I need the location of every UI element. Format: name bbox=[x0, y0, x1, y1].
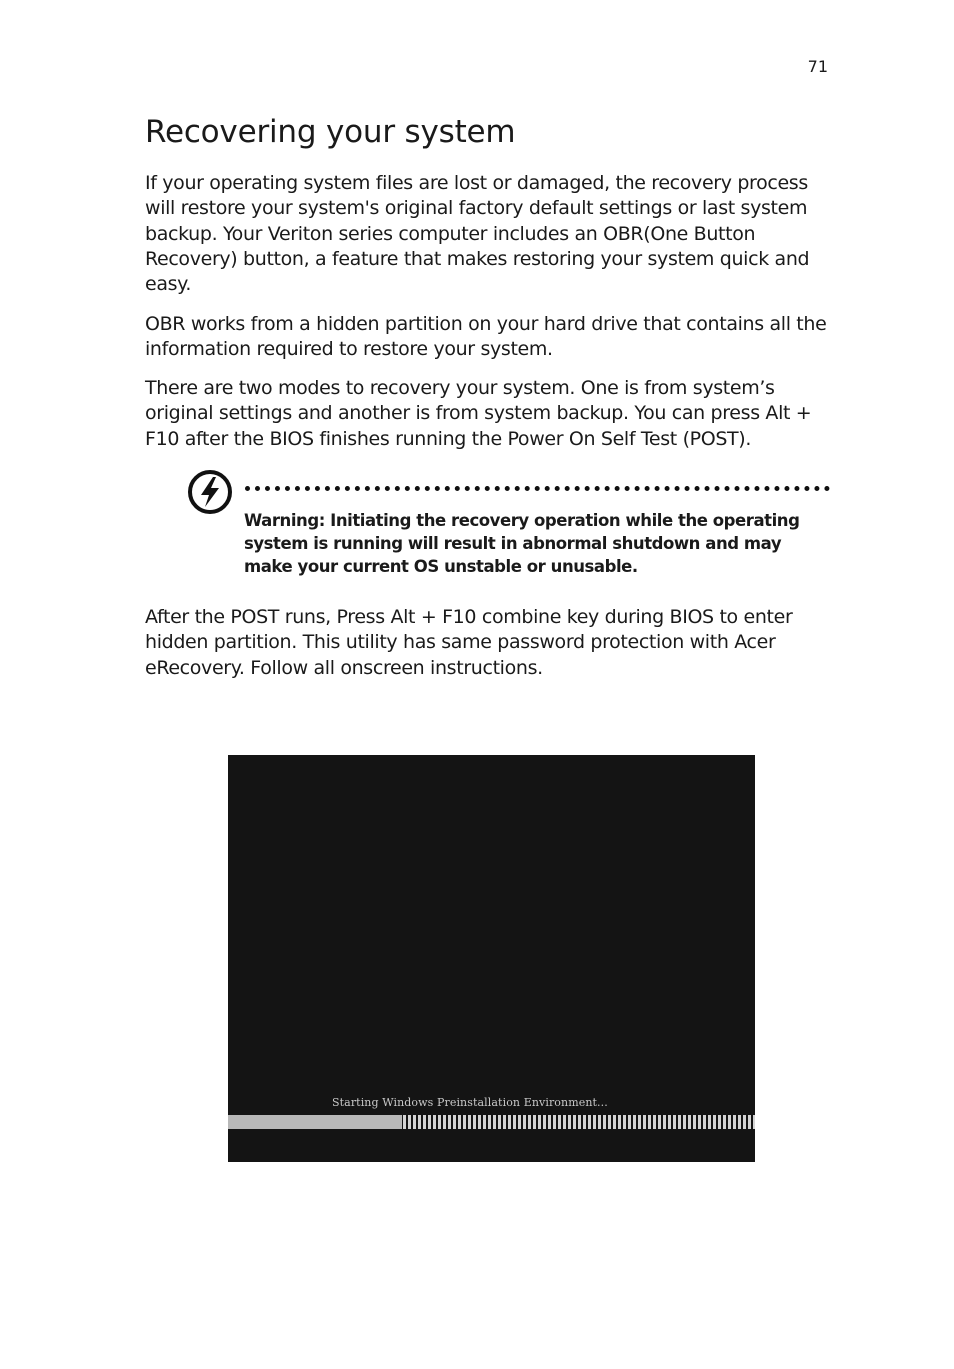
after-post-paragraph: After the POST runs, Press Alt + F10 combine key during BIOS to enter hidden partition. This utility has same password protection with Acer eRecovery. Follow all onscreen instructions. bbox=[145, 606, 793, 679]
obr-paragraph: OBR works from a hidden partition on your hard drive that contains all the information required to restore your system. bbox=[145, 313, 827, 361]
warning-text: Warning: Initiating the recovery operation while the operating system is running will result in abnormal shutdown and may make your current OS unstable or unusable. bbox=[244, 511, 800, 576]
page-number: 71 bbox=[807, 57, 828, 76]
intro-paragraph: If your operating system files are lost or damaged, the recovery process will restore your system's original factory default settings or last system backup. Your Veriton series computer includes an OBR(One Button Recovery) button, a feature that makes restoring your system quick and easy. bbox=[145, 172, 810, 296]
boot-progress-fill bbox=[228, 1115, 402, 1129]
recovery-modes-paragraph: There are two modes to recovery your system. One is from system’s original settings and another is from system backup. You can press Alt + F10 after the BIOS finishes running the Power On Self Test (POST). bbox=[145, 377, 812, 450]
page-title: Recovering your system bbox=[145, 114, 516, 150]
warning-divider bbox=[245, 486, 830, 491]
boot-progress-bar bbox=[228, 1115, 755, 1129]
boot-status-text: Starting Windows Preinstallation Environment... bbox=[332, 1096, 608, 1109]
warning-lightning-icon bbox=[186, 468, 234, 516]
boot-screenshot bbox=[228, 755, 755, 1162]
